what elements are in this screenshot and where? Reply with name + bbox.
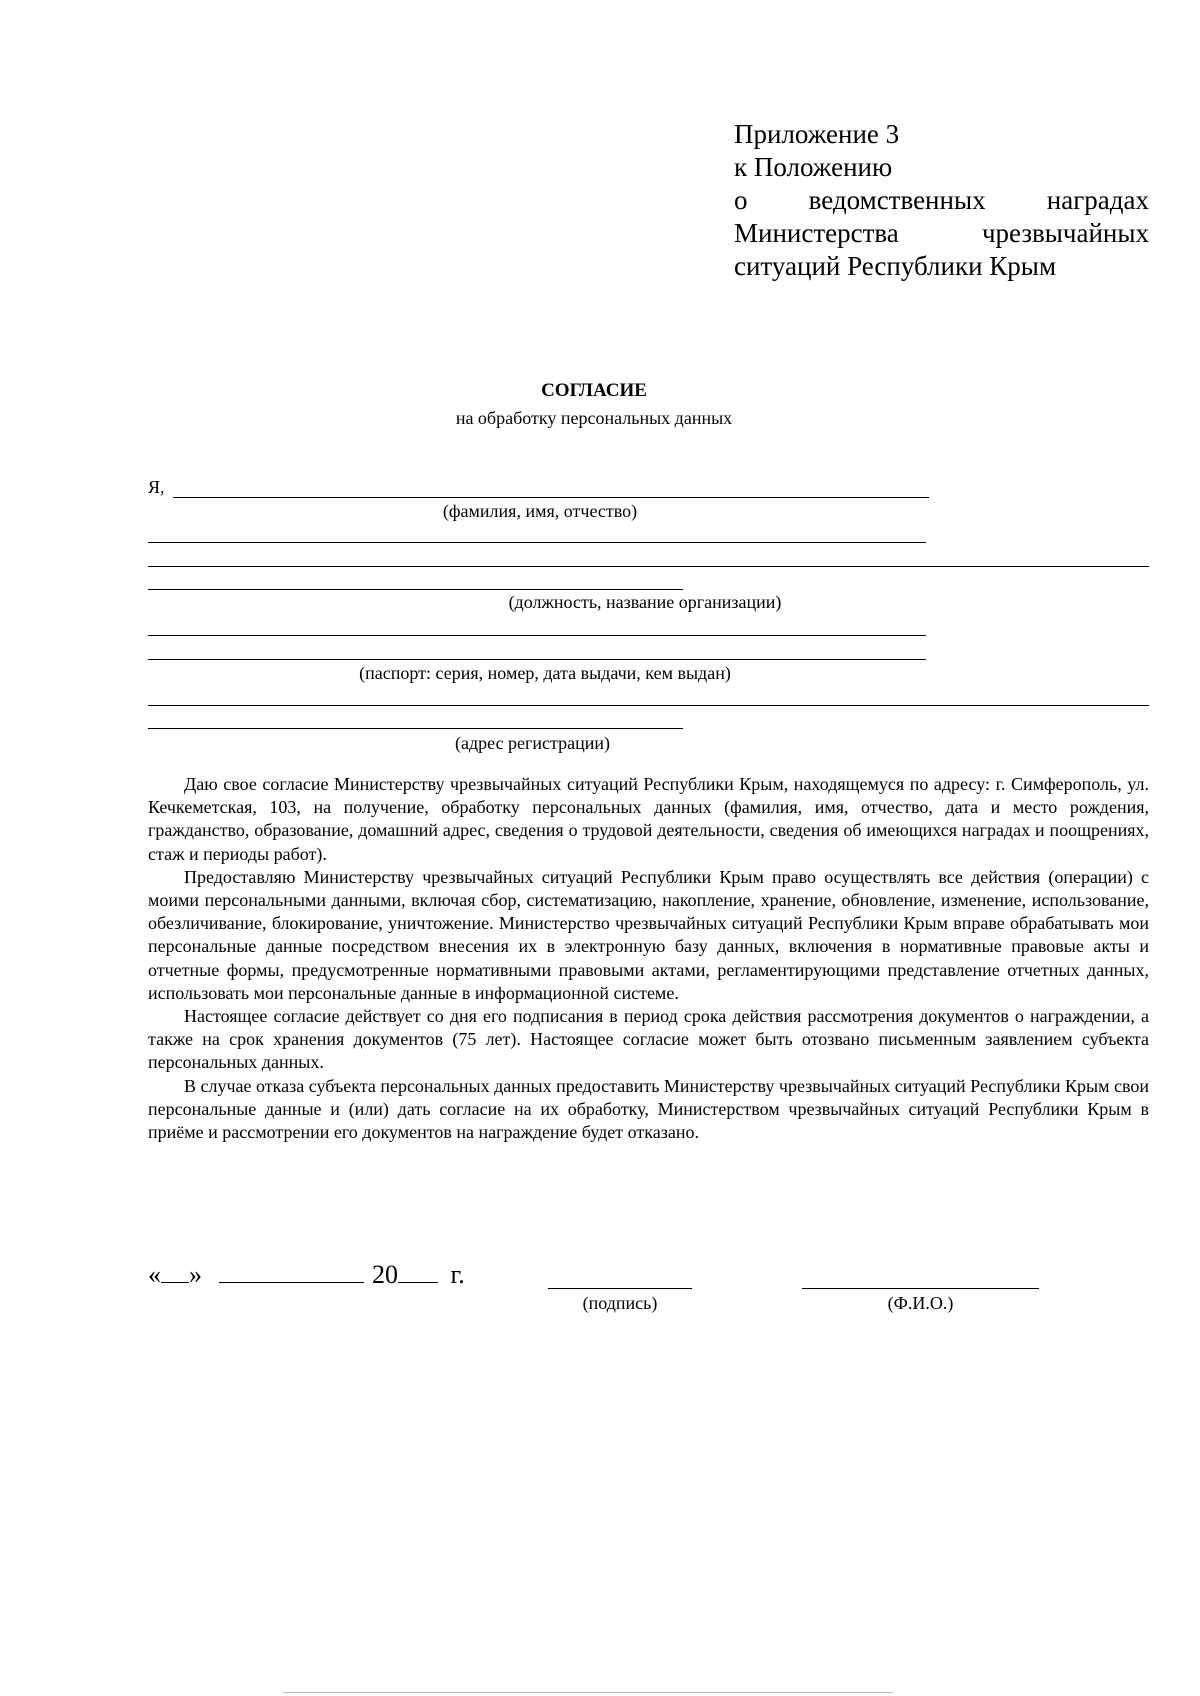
paragraph: В случае отказа субъекта персональных данных предоставить Министерству чрезвычайных ситуаций Республики Крым свои персональные данные и (или) дать согласие на их обработку, Министерством чрезвычайных ситуаций Республики Крым в приёме и рассмотрении его документов на награждение будет отказано. (148, 1075, 1149, 1143)
annex-word: о (734, 185, 748, 215)
date-row (148, 1260, 465, 1290)
year-suffix: г. (450, 1260, 465, 1289)
annex-word: ведомственных (808, 185, 986, 215)
position-blank-line-2[interactable] (148, 566, 1149, 567)
document-title: СОГЛАСИЕ (541, 380, 647, 401)
annex-line-4 (734, 217, 1149, 250)
day-blank[interactable] (161, 1260, 189, 1283)
address-blank-line-2[interactable] (148, 728, 683, 729)
address-blank-line-1[interactable] (148, 705, 1149, 706)
quote-open: « (148, 1260, 161, 1289)
position-blank-line-1[interactable] (148, 542, 926, 543)
consent-body (148, 773, 1149, 1144)
year-blank[interactable] (398, 1260, 438, 1283)
annex-line-1: Приложение 3 (734, 119, 900, 149)
annex-header (734, 118, 1149, 283)
quote-close: » (189, 1260, 202, 1289)
position-caption: (должность, название организации) (508, 592, 782, 612)
address-caption: (адрес регистрации) (454, 733, 611, 753)
fio-blank-line[interactable] (173, 497, 929, 498)
annex-word: чрезвычайных (981, 218, 1149, 248)
annex-line-3 (734, 184, 1149, 217)
fio-signature-blank-line[interactable] (802, 1288, 1039, 1289)
annex-word: Министерства (734, 218, 899, 248)
document-subtitle: на обработку персональных данных (455, 408, 733, 428)
i-label: Я, (148, 477, 165, 497)
annex-line-2: к Положению (734, 152, 893, 182)
passport-blank-line-2[interactable] (148, 659, 926, 660)
scan-artifact-line (283, 1692, 893, 1693)
paragraph: Предоставляю Министерству чрезвычайных ситуаций Республики Крым право осуществлять все действия (операции) с моими персональными данными, включая сбор, систематизацию, накопление, хранение, обновление, изменение, использование, обезличивание, блокирование, уничтожение. Министерство чрезвычайных ситуаций Республики Крым вправе обрабатывать мои персональные данные посредством внесения их в электронную базу данных, включения в нормативные правовые акты и отчетные формы, предусмотренные нормативными правовыми актами, регламентирующими представление отчетных данных, использовать мои персональные данные в информационной системе. (148, 866, 1149, 1003)
annex-word: наградах (1046, 185, 1149, 215)
signature-blank-line[interactable] (548, 1288, 692, 1289)
passport-caption: (паспорт: серия, номер, дата выдачи, кем выдан) (359, 663, 731, 683)
month-blank[interactable] (219, 1260, 364, 1283)
fio-signature-caption: (Ф.И.О.) (887, 1293, 954, 1313)
fio-caption: (фамилия, имя, отчество) (442, 501, 638, 521)
position-blank-line-3[interactable] (148, 589, 683, 590)
paragraph: Настоящее согласие действует со дня его подписания в период срока действия рассмотрения документов о награждении, а также на срок хранения документов (75 лет). Настоящее согласие может быть отозвано письменным заявлением субъекта персональных данных. (148, 1006, 1149, 1073)
signature-caption: (подпись) (582, 1293, 658, 1313)
paragraph: Даю свое согласие Министерству чрезвычайных ситуаций Республики Крым, находящемуся по адресу: г. Симферополь, ул. Кечкеметская, 103, на получение, обработку персональных данных (фамилия, имя, отчество, дата и место рождения, гражданство, образование, домашний адрес, сведения о трудовой деятельности, сведения об имеющихся наградах и поощрениях, стаж и периоды работ). (148, 774, 1149, 864)
year-prefix: 20 (372, 1260, 398, 1289)
annex-line-5: ситуаций Республики Крым (734, 251, 1057, 281)
passport-blank-line-1[interactable] (148, 635, 926, 636)
